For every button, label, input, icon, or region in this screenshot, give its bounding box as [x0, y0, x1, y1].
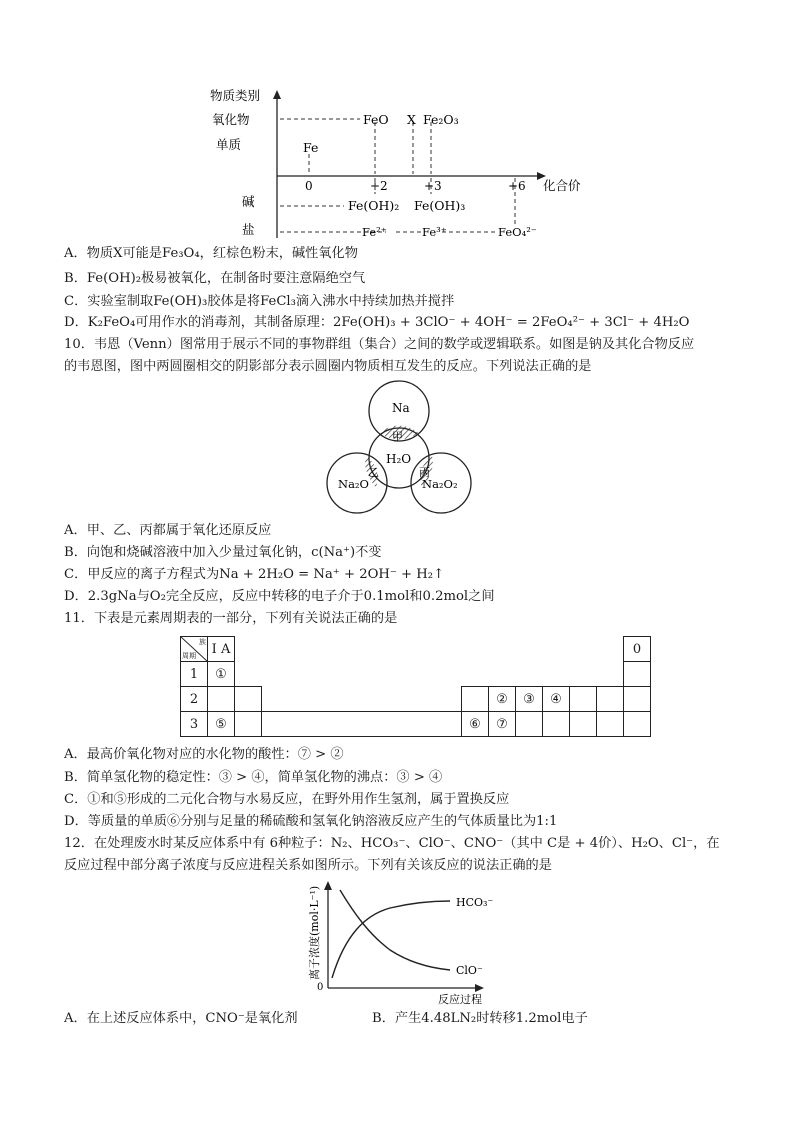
point-feoh3: Fe(OH)₃ [414, 198, 466, 213]
point-fe2plus: Fe²⁺ [362, 225, 387, 239]
x-axis-title: 化合价 [543, 178, 581, 193]
q11-option-d: D．等质量的单质⑥分别与足量的稀硫酸和氢氧化钠溶液反应产生的气体质量比为1:1 [64, 814, 558, 829]
conc-x-label: 反应过程 [438, 993, 482, 1005]
y-axis-title: 物质类别 [210, 88, 261, 103]
element-1: ① [208, 662, 235, 687]
point-feoh2: Fe(OH)₂ [348, 198, 400, 213]
venn-label-h2o: H₂O [386, 452, 412, 466]
q12-stem-line2: 反应过程中部分离子浓度与反应进程关系如图所示。下列有关该反应的说法正确的是 [64, 858, 552, 873]
cat-oxide: 氧化物 [212, 112, 250, 127]
group-ia-header: I A [208, 637, 235, 662]
q9-option-a: A．物质X可能是Fe₃O₄，红棕色粉末，碱性氧化物 [64, 246, 358, 261]
venn-label-na2o2: Na₂O₂ [422, 477, 458, 491]
period-3: 3 [181, 712, 208, 737]
point-feo4: FeO₄²⁻ [498, 225, 537, 239]
cat-salt: 盐 [242, 222, 255, 237]
tick-6: +6 [508, 179, 526, 193]
venn-label-na: Na [392, 401, 410, 415]
q11-option-a: A．最高价氧化物对应的水化物的酸性：⑦ > ② [64, 747, 344, 762]
cat-base: 碱 [242, 194, 255, 209]
q10-stem-line2: 的韦恩图，图中两圆圈相交的阴影部分表示圆圈内物质相互发生的反应。下列说法正确的是 [64, 359, 592, 374]
q10-option-b: B．向饱和烧碱溶液中加入少量过氧化钠，c(Na⁺)不变 [64, 545, 382, 560]
curve-clo-label: ClO⁻ [456, 964, 483, 977]
point-fe: Fe [303, 140, 319, 155]
venn-label-jia: 甲 [392, 430, 403, 443]
periodic-table-fragment [180, 636, 651, 737]
point-x: X [407, 112, 416, 127]
table-corner: 族 周期 [182, 638, 206, 660]
conc-origin: 0 [317, 982, 324, 993]
q11-option-b: B．简单氢化物的稳定性：③ > ④，简单氢化物的沸点：③ > ④ [64, 770, 443, 785]
venn-diagram [324, 378, 474, 518]
q11-option-c: C．①和⑤形成的二元化合物与水易反应，在野外用作生氢剂，属于置换反应 [64, 792, 510, 807]
curve-hco3 [332, 901, 450, 978]
period-1: 1 [181, 662, 208, 687]
q9-option-d: D．K₂FeO₄可用作水的消毒剂，其制备原理：2Fe(OH)₃ + 3ClO⁻ + 4OH⁻ = 2FeO₄²⁻ + 3Cl⁻ + 4H₂O [64, 315, 690, 330]
tick-2: +2 [370, 179, 388, 193]
q9-option-c: C．实验室制取Fe(OH)₃胶体是将FeCl₃滴入沸水中持续加热并搅拌 [64, 294, 455, 309]
venn-label-yi: 乙 [368, 466, 379, 479]
tick-0: 0 [305, 179, 313, 193]
element-6: ⑥ [462, 712, 489, 737]
q10-stem-line1: 10．韦恩（Venn）图常用于展示不同的事物群组（集合）之间的数学或逻辑联系。如图是钠及其化合物反应 [64, 337, 695, 352]
group-0-header: 0 [624, 637, 651, 662]
ion-concentration-chart [300, 880, 510, 1005]
q10-option-c: C．甲反应的离子方程式为Na + 2H₂O = Na⁺ + 2OH⁻ + H₂↑ [64, 567, 445, 582]
element-2: ② [489, 687, 516, 712]
venn-label-na2o: Na₂O [338, 477, 369, 491]
element-4: ④ [543, 687, 570, 712]
venn-label-bing: 丙 [419, 466, 430, 479]
q9-option-b: B．Fe(OH)₂极易被氧化，在制备时要注意隔绝空气 [64, 271, 366, 286]
point-fe3plus: Fe³⁺ [422, 225, 447, 239]
tick-3: +3 [424, 179, 442, 193]
q10-option-a: A．甲、乙、丙都属于氧化还原反应 [64, 523, 272, 538]
q12-option-a: A．在上述反应体系中，CNO⁻是氧化剂 [64, 1011, 298, 1026]
point-feo: FeO [363, 112, 389, 127]
q10-option-d: D．2.3gNa与O₂完全反应，反应中转移的电子介于0.1mol和0.2mol之间 [64, 589, 495, 604]
q12-stem-line1: 12．在处理废水时某反应体系中有 6种粒子：N₂、HCO₃⁻、ClO⁻、CNO⁻（其中 C是 + 4价）、H₂O、Cl⁻，在 [64, 836, 720, 851]
period-2: 2 [181, 687, 208, 712]
point-fe2o3: Fe₂O₃ [423, 112, 459, 127]
q11-stem: 11．下表是元素周期表的一部分，下列有关说法正确的是 [64, 611, 398, 626]
element-3: ③ [516, 687, 543, 712]
iron-valence-diagram [200, 86, 600, 241]
q12-option-b: B．产生4.48LN₂时转移1.2mol电子 [372, 1011, 588, 1026]
element-7: ⑦ [489, 712, 516, 737]
curve-hco3-label: HCO₃⁻ [456, 896, 494, 909]
element-5: ⑤ [208, 712, 235, 737]
cat-element: 单质 [216, 137, 242, 152]
conc-y-label: 离子浓度(mol·L⁻¹) [308, 885, 321, 980]
